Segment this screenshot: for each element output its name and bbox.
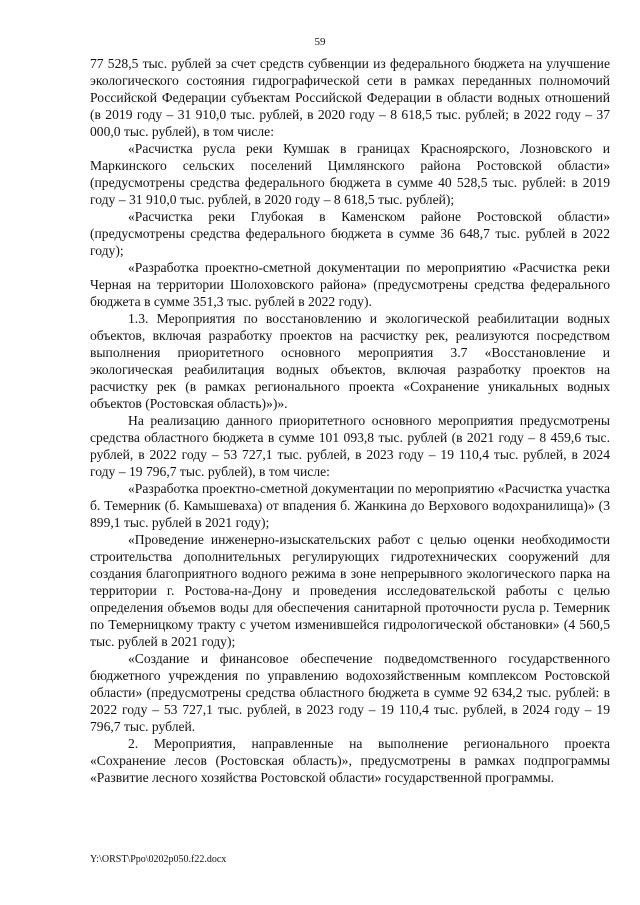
paragraph-2: «Расчистка русла реки Кумшак в границах Красноярского, Лозновского и Маркинского сельских поселений Цимлянского района Ростовской области» (предусмотрены средства федерального бюджета в сумме 40 528,5 тыс. рублей: в 2019 году – 31 910,0 тыс. рублей, в 2020 году – 8 618,5 тыс. рублей); xyxy=(90,141,610,207)
paragraph-1: 77 528,5 тыс. рублей за счет средств субвенции из федерального бюджета на улучшение экологического состояния гидрографической сети в рамках переданных полномочий Российской Федерации субъектам Российской Федерации в области водных отношений (в 2019 году – 31 910,0 тыс. рублей, в 2020 году – 8 618,5 тыс. рублей; в 2022 году – 37 000,0 тыс. рублей), в том числе: xyxy=(90,56,610,139)
paragraph-3: «Расчистка реки Глубокая в Каменском районе Ростовской области» (предусмотрены средства федерального бюджета в сумме 36 648,7 тыс. рублей в 2022 году); xyxy=(90,209,610,258)
page-number: 59 xyxy=(314,36,326,48)
paragraph-4: «Разработка проектно-сметной документации по мероприятию «Расчистка реки Черная на территории Шолоховского района» (предусмотрены средства федерального бюджета в сумме 351,3 тыс. рублей в 2022 году). xyxy=(90,260,610,309)
paragraph-5: 1.3. Мероприятия по восстановлению и экологической реабилитации водных объектов, включая разработку проектов на расчистку рек, реализуются посредством выполнения приоритетного основного мероприятия 3.7 «Восстановление и экологическая реабилитация водных объектов, включая разработку проектов на расчистку рек (в рамках регионального проекта «Сохранение уникальных водных объектов (Ростовская область)»)». xyxy=(90,311,610,411)
paragraph-6: На реализацию данного приоритетного основного мероприятия предусмотрены средства областного бюджета в сумме 101 093,8 тыс. рублей (в 2021 году – 8 459,6 тыс. рублей, в 2022 году – 53 727,1 тыс. рублей, в 2023 году – 19 110,4 тыс. рублей, в 2024 году – 19 796,7 тыс. рублей), в том числе: xyxy=(90,413,610,479)
document-body xyxy=(90,55,610,786)
file-path-footer: Y:\ORST\Ppo\0202p050.f22.docx xyxy=(90,854,227,865)
paragraph-7: «Разработка проектно-сметной документации по мероприятию «Расчистка участка б. Темерник (б. Камышеваха) от впадения б. Жанкина до Верхового водохранилища)» (3 899,1 тыс. рублей в 2021 году); xyxy=(90,481,610,530)
paragraph-9: «Создание и финансовое обеспечение подведомственного государственного бюджетного учреждения по управлению водохозяйственным комплексом Ростовской области» (предусмотрены средства областного бюджета в сумме 92 634,2 тыс. рублей: в 2022 году – 53 727,1 тыс. рублей, в 2023 году – 19 110,4 тыс. рублей, в 2024 году – 19 796,7 тыс. рублей. xyxy=(90,651,610,734)
paragraph-10: 2. Мероприятия, направленные на выполнение регионального проекта «Сохранение лесов (Ростовская область)», предусмотрены в рамках подпрограммы «Развитие лесного хозяйства Ростовской области» государственной программы. xyxy=(90,736,610,785)
paragraph-8: «Проведение инженерно-изыскательских работ с целью оценки необходимости строительства дополнительных регулирующих гидротехнических сооружений для создания благоприятного водного режима в зоне непрерывного экологического парка на территории г. Ростова-на-Дону и проведения исследовательской работы с целью определения объемов воды для обеспечения санитарной проточности русла р. Темерник по Темерницкому тракту с учетом изменившейся гидрологической обстановки» (4 560,5 тыс. рублей в 2021 году); xyxy=(90,532,610,649)
